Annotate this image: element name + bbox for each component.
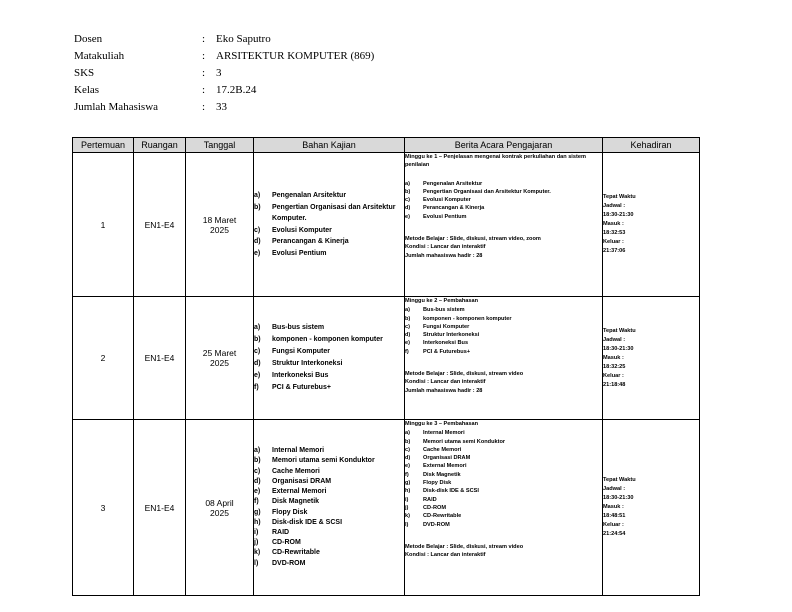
kehadiran-cell (603, 297, 700, 420)
berita-acara-cell (405, 153, 603, 297)
list-item: b) Pengertian Organisasi dan Arsitektur Komputer. (254, 203, 396, 222)
info-label: Jumlah Mahasiswa (74, 100, 159, 113)
masuk-label: Masuk : (603, 221, 624, 227)
jadwal-value: 18:30-21:30 (603, 495, 634, 501)
jadwal-label: Jadwal : (603, 203, 626, 209)
keluar-label: Keluar : (603, 239, 624, 245)
tanggal-date: 08 April (205, 497, 234, 508)
info-row-kelas (74, 81, 374, 98)
info-label: Dosen (74, 32, 103, 45)
info-value: Eko Saputro (216, 32, 271, 45)
list-item: e) Evolusi Pentium (405, 213, 467, 220)
kehadiran-cell (603, 420, 700, 596)
ruangan-cell: EN1-E4 (134, 297, 186, 420)
keluar-value: 21:37:06 (603, 248, 626, 254)
tanggal-cell (186, 153, 254, 297)
list-item: i) RAID (254, 528, 290, 536)
list-item: c) Evolusi Komputer (405, 197, 471, 204)
info-colon: : (202, 49, 206, 62)
list-item: f) PCI & Futurebus+ (254, 384, 331, 391)
jumlah-hadir: Jumlah mahasiswa hadir : 28 (405, 252, 483, 259)
list-item: h) Disk-disk IDE & SCSI (405, 488, 479, 495)
table-row (73, 297, 700, 420)
berita-acara-cell (405, 420, 603, 596)
info-label: Matakuliah (74, 49, 125, 62)
bahan-kajian-cell (254, 153, 405, 297)
info-value: 17.2B.24 (216, 83, 257, 96)
tanggal-year: 2025 (210, 224, 229, 235)
list-item: c) Evolusi Komputer (254, 226, 332, 234)
berita-list (405, 429, 602, 529)
list-item: g) Flopy Disk (405, 480, 452, 487)
table-row (73, 153, 700, 297)
list-item: c) Cache Memori (405, 446, 462, 453)
tepat-waktu-label: Tepat Waktu (603, 194, 636, 200)
list-item: e) Interkoneksi Bus (254, 372, 329, 379)
list-item: f) PCI & Futurebus+ (405, 348, 471, 355)
berita-title: Minggu ke 1 – Penjelasan mengenai kontrak perkuliahan dan sistem penilaian (405, 154, 586, 169)
list-item: b) Memori utama semi Konduktor (405, 438, 506, 445)
list-item: e) Evolusi Pentium (254, 249, 327, 257)
list-item: d) Organisasi DRAM (254, 477, 332, 485)
tanggal-year: 2025 (210, 358, 229, 368)
list-item: h) Disk-disk IDE & SCSI (254, 518, 343, 526)
list-item: e) External Memori (254, 488, 327, 496)
info-value: 3 (216, 66, 222, 79)
masuk-value: 18:32:53 (603, 230, 626, 236)
list-item: j) CD-ROM (254, 539, 301, 547)
list-item: a) Internal Memori (254, 447, 325, 455)
list-item: c) Fungsi Komputer (405, 323, 470, 330)
table-row (73, 420, 700, 596)
bahan-kajian-cell (254, 420, 405, 596)
pertemuan-cell: 1 (73, 153, 134, 297)
list-item: d) Organisasi DRAM (405, 455, 471, 462)
jadwal-value: 18:30-21:30 (603, 345, 634, 352)
list-item: e) External Memori (405, 463, 467, 470)
berita-acara-cell (405, 297, 603, 420)
tanggal-cell (186, 420, 254, 596)
masuk-value: 18:48:51 (603, 513, 626, 519)
tanggal-cell (186, 297, 254, 420)
column-header: Kehadiran (603, 138, 700, 153)
keluar-value: 21:18:48 (603, 381, 626, 388)
berita-title: Minggu ke 2 – Pembahasan (405, 298, 479, 304)
list-item: b) Memori utama semi Konduktor (254, 457, 375, 465)
info-label: SKS (74, 66, 95, 79)
bahan-kajian-cell (254, 297, 405, 420)
info-value: ARSITEKTUR KOMPUTER (869) (216, 49, 375, 62)
keluar-label: Keluar : (603, 372, 624, 379)
list-item: i) RAID (405, 496, 437, 503)
jadwal-value: 18:30-21:30 (603, 212, 634, 218)
list-item: j) CD-ROM (405, 504, 446, 511)
kehadiran-cell (603, 153, 700, 297)
info-row-jumlah (74, 98, 374, 115)
berita-list (405, 180, 602, 221)
info-value: 33 (216, 100, 227, 113)
list-item: f) Disk Magnetik (405, 471, 461, 478)
list-item: c) Fungsi Komputer (254, 348, 330, 355)
list-item: a) Pengenalan Arsitektur (254, 192, 347, 199)
list-item: c) Cache Memori (254, 467, 320, 475)
list-item: g) Flopy Disk (254, 508, 308, 516)
info-label: Kelas (74, 83, 100, 96)
bahan-list (254, 190, 404, 259)
tanggal-date: 18 Maret (202, 214, 237, 225)
list-item: a) Pengenalan Arsitektur (405, 180, 483, 187)
info-row-matakuliah (74, 47, 374, 64)
kondisi: Kondisi : Lancar dan interaktif (405, 379, 486, 386)
list-item: d) Perancangan & Kinerja (254, 238, 349, 245)
table-header-row (73, 138, 700, 153)
metode-belajar: Metode Belajar : Slide, diskusi, stream video, zoom (405, 236, 541, 243)
info-colon: : (202, 66, 206, 79)
ruangan-cell: EN1-E4 (134, 420, 186, 596)
ruangan-cell: EN1-E4 (134, 153, 186, 297)
pertemuan-cell: 2 (73, 297, 134, 420)
list-item: l) DVD-ROM (254, 559, 306, 567)
attendance-table (72, 137, 700, 596)
berita-title: Minggu ke 3 – Pembahasan (405, 421, 479, 427)
masuk-value: 18:32:25 (603, 363, 626, 370)
info-colon: : (202, 32, 206, 45)
metode-belajar: Metode Belajar : Slide, diskusi, stream video (405, 543, 524, 550)
tepat-waktu-label: Tepat Waktu (603, 477, 636, 483)
tanggal-year: 2025 (210, 507, 229, 518)
list-item: d) Struktur Interkoneksi (254, 360, 343, 367)
keluar-label: Keluar : (603, 522, 624, 528)
masuk-label: Masuk : (603, 354, 624, 361)
jadwal-label: Jadwal : (603, 336, 626, 343)
list-item: l) DVD-ROM (405, 521, 450, 528)
list-item: e) Interkoneksi Bus (405, 340, 469, 347)
column-header: Tanggal (186, 138, 254, 153)
tepat-waktu-label: Tepat Waktu (603, 327, 636, 334)
column-header: Pertemuan (73, 138, 134, 153)
tanggal-date: 25 Maret (202, 348, 237, 358)
jumlah-hadir: Jumlah mahasiswa hadir : 28 (405, 387, 483, 394)
bahan-list (254, 322, 404, 394)
list-item: a) Bus-bus sistem (405, 307, 465, 314)
bahan-list (254, 446, 404, 568)
list-item: d) Perancangan & Kinerja (405, 205, 485, 212)
list-item: f) Disk Magnetik (254, 498, 320, 506)
list-item: b) komponen - komponen komputer (254, 336, 383, 343)
berita-list (405, 306, 602, 356)
column-header: Bahan Kajian (254, 138, 405, 153)
pertemuan-cell: 3 (73, 420, 134, 596)
column-header: Berita Acara Pengajaran (405, 138, 603, 153)
info-colon: : (202, 100, 206, 113)
keluar-value: 21:24:54 (603, 531, 626, 537)
list-item: k) CD-Rewritable (254, 549, 320, 557)
jadwal-label: Jadwal : (603, 486, 626, 492)
list-item: d) Struktur Interkoneksi (405, 332, 480, 339)
info-row-sks (74, 64, 374, 81)
column-header: Ruangan (134, 138, 186, 153)
list-item: b) komponen - komponen komputer (405, 315, 512, 322)
list-item: a) Bus-bus sistem (254, 324, 325, 331)
list-item: b) Pengertian Organisasi dan Arsitektur Komputer. (405, 188, 551, 195)
list-item: a) Internal Memori (405, 430, 465, 437)
kondisi: Kondisi : Lancar dan interaktif (405, 552, 486, 559)
info-row-dosen (74, 30, 374, 47)
metode-belajar: Metode Belajar : Slide, diskusi, stream video (405, 371, 524, 378)
list-item: k) CD-Rewritable (405, 513, 462, 520)
info-colon: : (202, 83, 206, 96)
kondisi: Kondisi : Lancar dan interaktif (405, 244, 486, 251)
masuk-label: Masuk : (603, 504, 624, 510)
course-info (74, 30, 374, 115)
